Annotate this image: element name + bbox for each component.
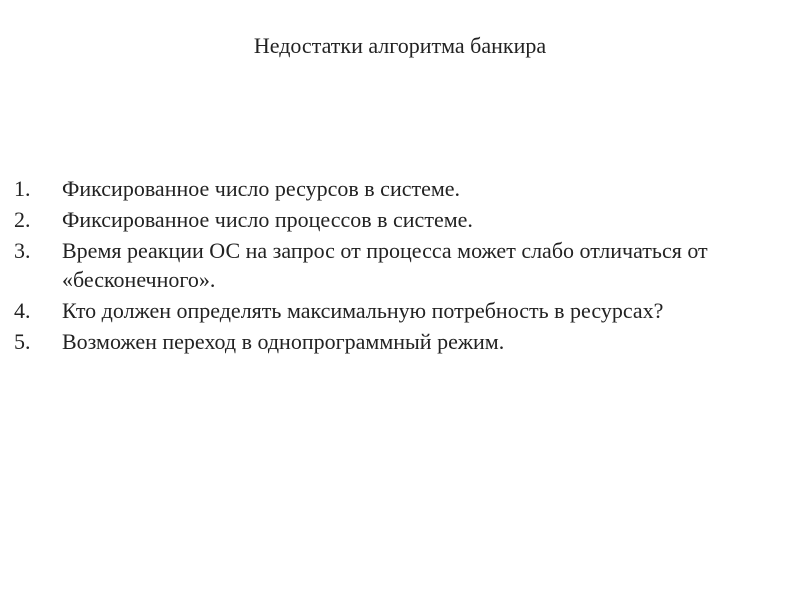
list-item-number: 4. — [14, 298, 31, 323]
disadvantages-list — [14, 174, 714, 358]
list-item-text: Фиксированное число процессов в системе. — [62, 207, 473, 232]
list-item — [14, 236, 714, 294]
list-item — [14, 205, 714, 234]
list-item-text: Кто должен определять максимальную потребность в ресурсах? — [62, 298, 664, 323]
list-item — [14, 327, 714, 356]
list-item-number: 2. — [14, 207, 31, 232]
list-item-text: Фиксированное число ресурсов в системе. — [62, 176, 461, 201]
list-item-number: 5. — [14, 329, 31, 354]
list-item-number: 1. — [14, 176, 31, 201]
list-item-text: Время реакции ОС на запрос от процесса может слабо отличаться от «бесконечного». — [62, 238, 708, 292]
list-item-text: Возможен переход в однопрограммный режим. — [62, 329, 505, 354]
slide-title: Недостатки алгоритма банкира — [253, 33, 547, 58]
list-item-number: 3. — [14, 238, 31, 263]
list-item — [14, 174, 714, 203]
list-item — [14, 296, 714, 325]
